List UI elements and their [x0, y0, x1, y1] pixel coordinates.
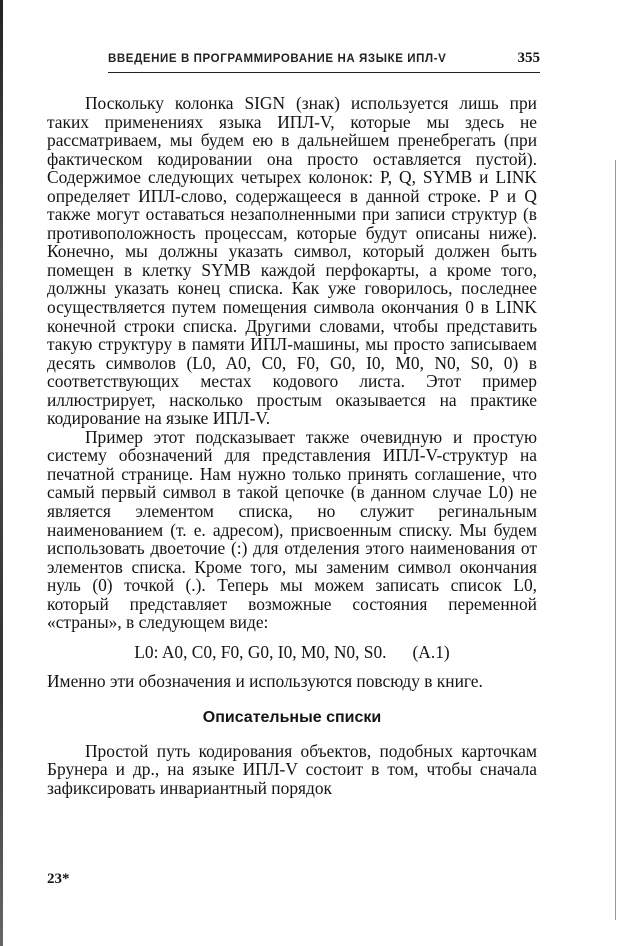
- printer-signature: 23*: [47, 871, 70, 887]
- page-left-edge: [0, 0, 3, 946]
- paragraph-after-formula: Именно эти обозначения и используются повсюду в книге.: [47, 671, 483, 692]
- formula-expression: L0: A0, C0, F0, G0, I0, M0, N0, S0.: [134, 641, 387, 662]
- paragraph-1: Поскольку колонка SIGN (знак) используется лишь при таких применениях языка ИПЛ-V, которые мы здесь не рассматриваем, мы будем ею в дальнейшем пренебрегать (при фактическом кодировании она просто оставляется пустой). Содержимое следующих четырех колонок: P, Q, SYMB и LINK определяет ИПЛ-слово, содержащееся в данной строке. P и Q также могут оставаться незаполненными при записи структур (в противоположность процессам, которые будут описаны ниже). Конечно, мы должны указать символ, который должен быть помещен в клетку SYMB каждой перфокарты, а кроме того, должны указать конец списка. Как уже говорилось, последнее осуществляется путем помещения символа окончания 0 в LINK конечной строки списка. Другими словами, чтобы представить такую структуру в памяти ИПЛ-машины, мы просто записываем десять символов (L0, A0, C0, F0, G0, I0, M0, N0, S0, 0) в соответствующих местах кодового листа. Этот пример иллюстрирует, насколько простым оказывается на практике кодирование на языке ИПЛ-V.: [47, 93, 537, 429]
- running-head: ВВЕДЕНИЕ В ПРОГРАММИРОВАНИЕ НА ЯЗЫКЕ ИПЛ-V: [108, 53, 447, 65]
- formula-number: (A.1): [412, 641, 450, 662]
- page-right-edge: [615, 160, 616, 920]
- section-paragraph: Простой путь кодирования объектов, подобных карточкам Брунера и др., на языке ИПЛ-V состоит в том, чтобы сначала зафиксировать инвариантный порядок: [47, 740, 537, 798]
- page-number: 355: [517, 50, 540, 66]
- paragraph-2: Пример этот подсказывает также очевидную и простую систему обозначений для представления ИПЛ-V-структур на печатной странице. Нам нужно только принять соглашение, что самый первый символ в такой цепочке (в данном случае L0) не является элементом списка, но служит регинальным наименованием (т. е. адресом), присвоенным списку. Мы будем использовать двоеточие (:) для отделения этого наименования от элементов списка. Кроме того, мы заменим символ окончания нуль (0) точкой (.). Теперь мы можем записать список L0, который представляет возможные состояния переменной «страны», в следующем виде:: [47, 426, 537, 633]
- page-body: [47, 94, 537, 797]
- formula-a1: [47, 643, 537, 662]
- section-title: Описательные списки: [202, 708, 382, 726]
- page-header: [108, 50, 540, 73]
